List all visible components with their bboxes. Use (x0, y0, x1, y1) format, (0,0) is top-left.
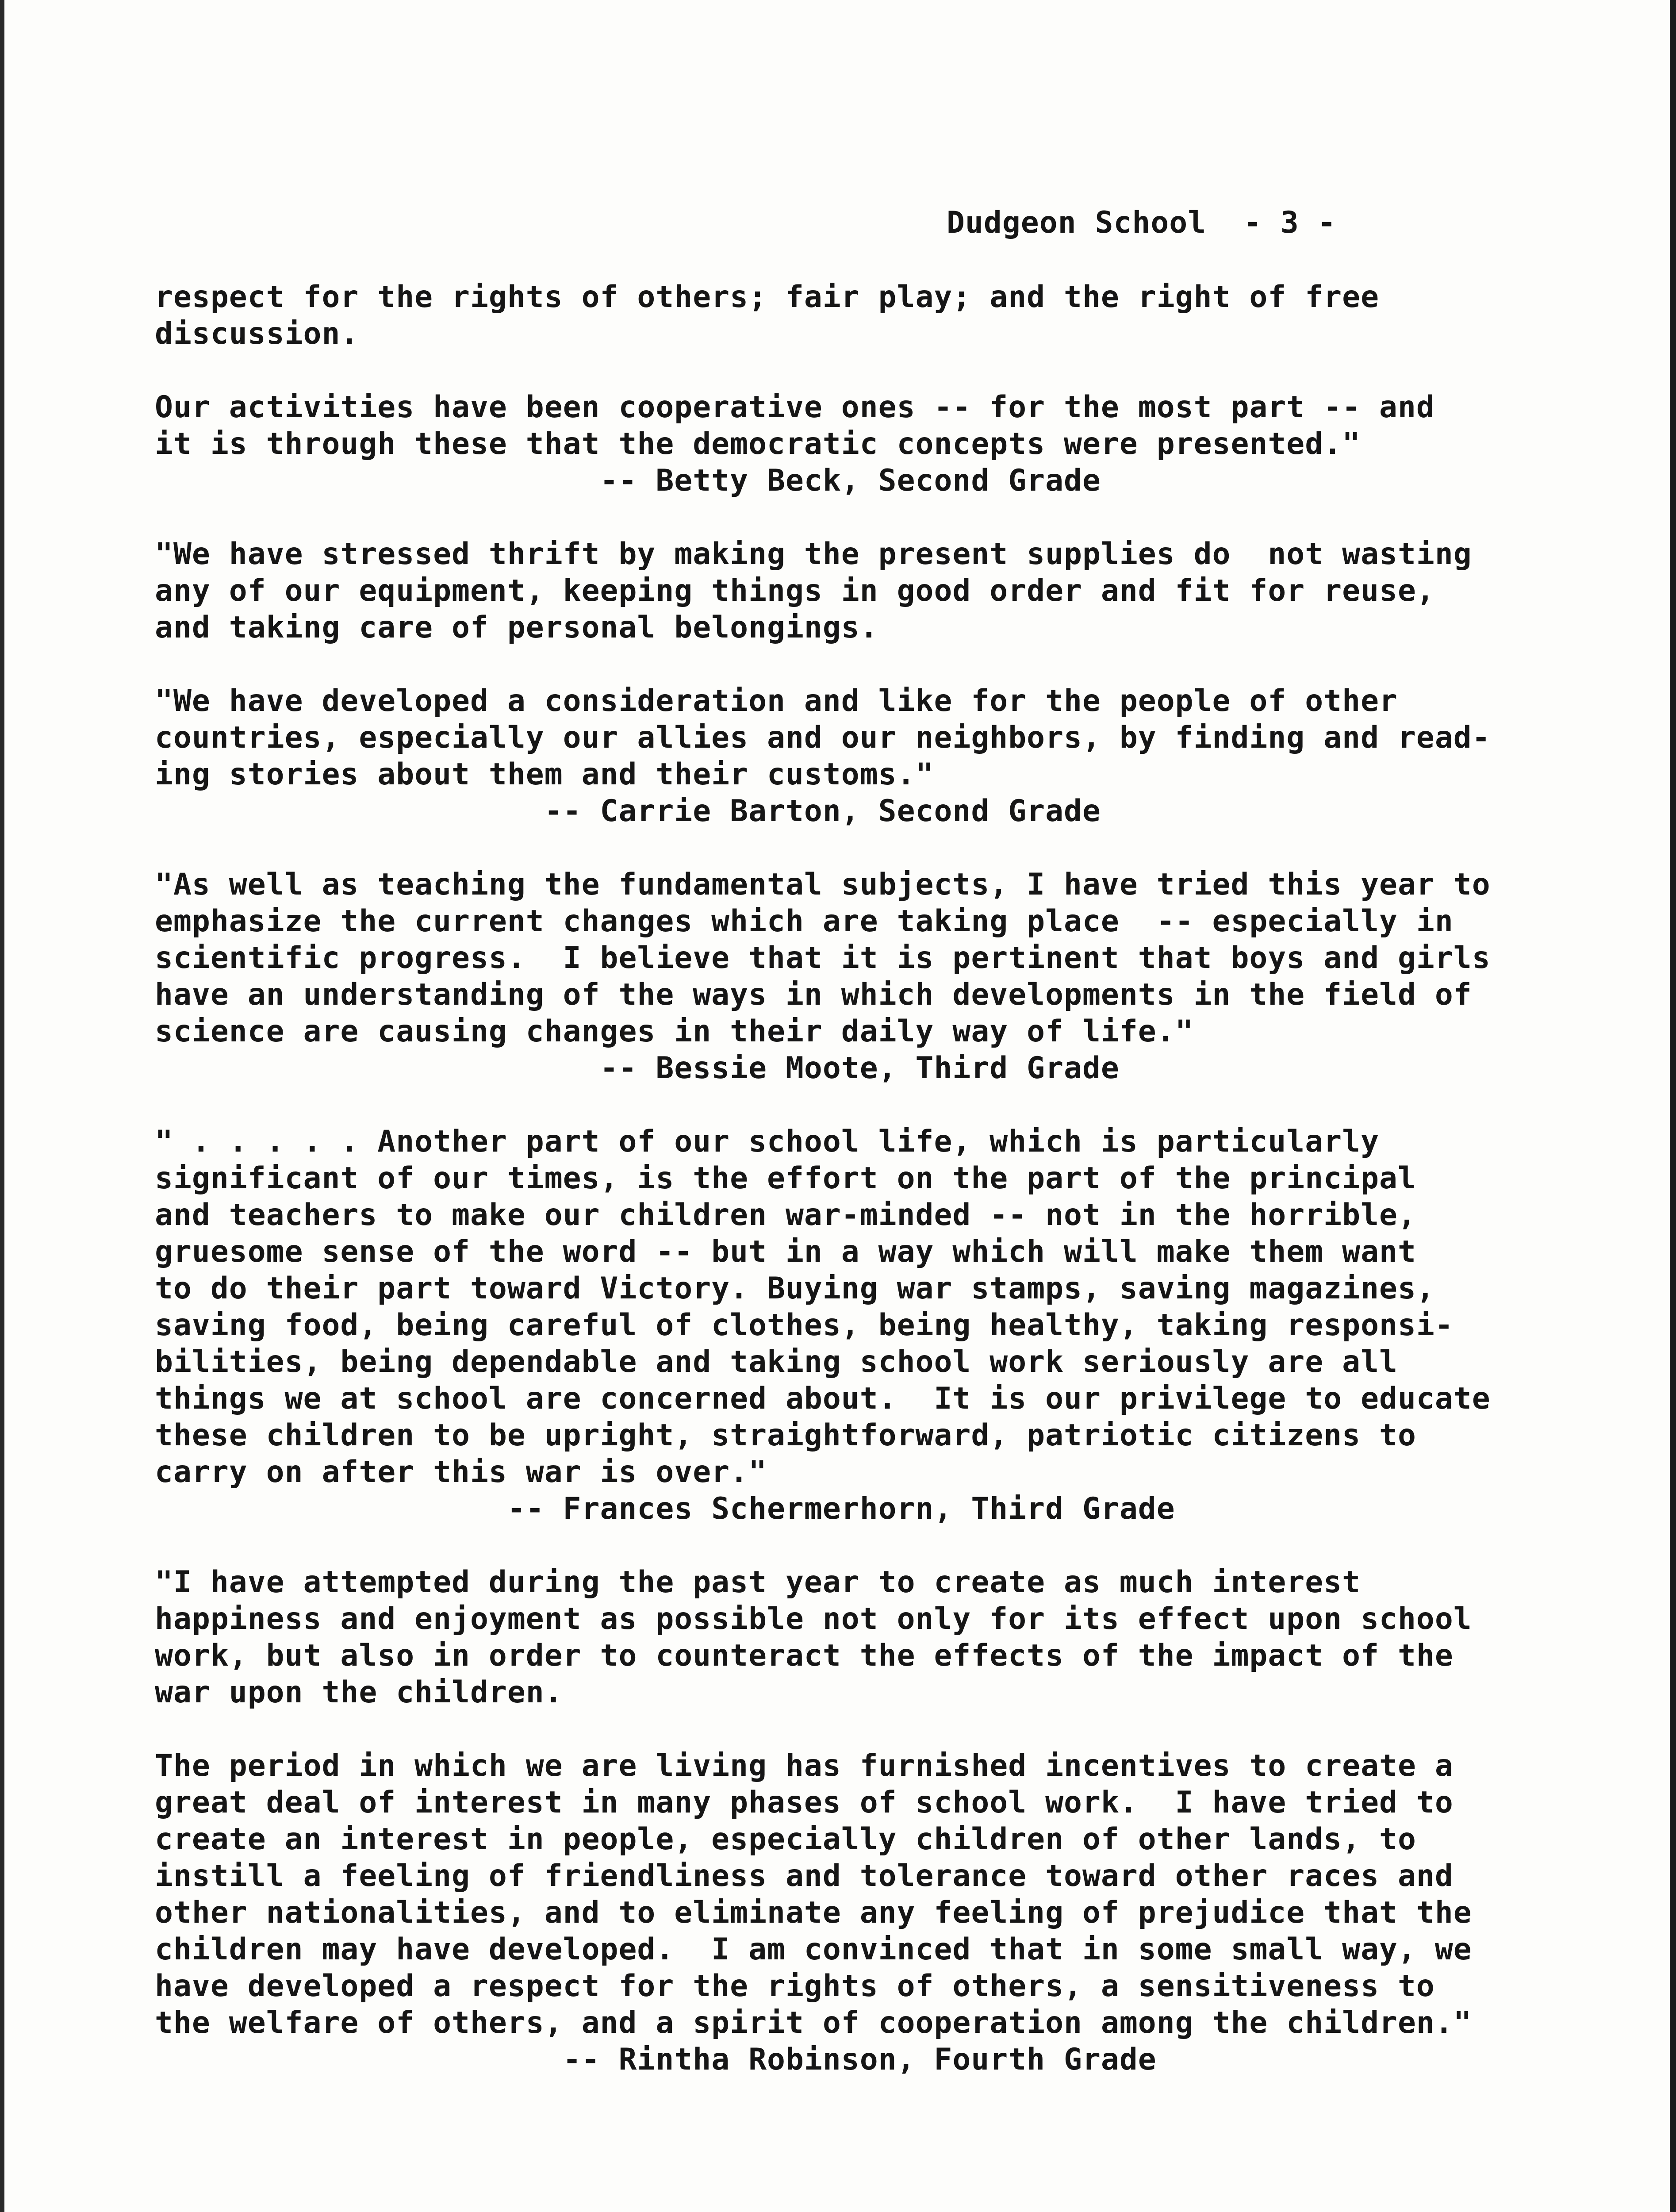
text-line: and teachers to make our children war-minded -- not in the horrible, (155, 1198, 1416, 1233)
text-line: Our activities have been cooperative ones -- for the most part -- and (155, 390, 1435, 425)
text-line: bilities, being dependable and taking school work seriously are all (155, 1344, 1398, 1379)
text-line: it is through these that the democratic concepts were presented." (155, 426, 1361, 461)
signature-line: -- Carrie Barton, Second Grade (544, 794, 1101, 829)
text-line: countries, especially our allies and our neighbors, by finding and read- (155, 720, 1491, 755)
text-line: The period in which we are living has furnished incentives to create a (155, 1748, 1454, 1783)
text-line: have developed a respect for the rights of others, a sensitiveness to (155, 1969, 1435, 2004)
text-line: gruesome sense of the word -- but in a way which will make them want (155, 1234, 1416, 1269)
text-line: work, but also in order to counteract the effects of the impact of the (155, 1638, 1454, 1673)
document-body (155, 279, 1491, 2078)
text-line: children may have developed. I am convinced that in some small way, we (155, 1932, 1472, 1967)
text-line: instill a feeling of friendliness and tolerance toward other races and (155, 1859, 1454, 1893)
text-line: science are causing changes in their daily way of life." (155, 1014, 1194, 1049)
paragraph-p7 (155, 1564, 1472, 1711)
text-line: respect for the rights of others; fair play; and the right of free (155, 280, 1380, 315)
text-line: scientific progress. I believe that it is pertinent that boys and girls (155, 941, 1491, 975)
text-line: great deal of interest in many phases of school work. I have tried to (155, 1785, 1454, 1820)
text-line: emphasize the current changes which are taking place -- especially in (155, 904, 1454, 939)
signature-line: -- Frances Schermerhorn, Third Grade (507, 1491, 1175, 1526)
paragraph-p4 (155, 683, 1491, 830)
text-line: ing stories about them and their customs." (155, 757, 934, 792)
signature-line: -- Bessie Moote, Third Grade (600, 1051, 1120, 1086)
signature-line: -- Rintha Robinson, Fourth Grade (563, 2042, 1157, 2077)
text-line: create an interest in people, especially children of other lands, to (155, 1822, 1416, 1857)
text-line: " . . . . . Another part of our school life, which is particularly (155, 1124, 1380, 1159)
text-line: these children to be upright, straightforward, patriotic citizens to (155, 1418, 1416, 1453)
paragraph-p2 (155, 389, 1460, 499)
text-line: carry on after this war is over." (155, 1455, 767, 1490)
text-line: "We have stressed thrift by making the present supplies do not wasting (155, 537, 1472, 572)
page-header: Dudgeon School - 3 - (947, 205, 1336, 240)
paragraph-p3 (155, 536, 1472, 646)
signature-line: -- Betty Beck, Second Grade (600, 463, 1101, 498)
text-line: "I have attempted during the past year to create as much interest (155, 1565, 1361, 1600)
text-line: any of our equipment, keeping things in good order and fit for reuse, (155, 573, 1435, 608)
text-line: war upon the children. (155, 1675, 563, 1710)
text-line: significant of our times, is the effort on the part of the principal (155, 1161, 1416, 1196)
paragraph-p1 (155, 279, 1460, 352)
text-line: and taking care of personal belongings. (155, 610, 878, 645)
paragraph-p5 (155, 866, 1491, 1087)
text-line: "We have developed a consideration and like for the people of other (155, 684, 1398, 718)
text-line: other nationalities, and to eliminate any feeling of prejudice that the (155, 1895, 1472, 1930)
paragraph-p6 (155, 1123, 1491, 1527)
text-line: have an understanding of the ways in which developments in the field of (155, 977, 1472, 1012)
text-line: discussion. (155, 316, 359, 351)
text-line: saving food, being careful of clothes, being healthy, taking responsi- (155, 1308, 1454, 1343)
text-line: the welfare of others, and a spirit of cooperation among the children." (155, 2005, 1472, 2040)
text-line: "As well as teaching the fundamental subjects, I have tried this year to (155, 867, 1491, 902)
paragraph-p8 (155, 1747, 1472, 2078)
text-line: happiness and enjoyment as possible not only for its effect upon school (155, 1601, 1472, 1636)
text-line: to do their part toward Victory. Buying war stamps, saving magazines, (155, 1271, 1435, 1306)
text-line: things we at school are concerned about. It is our privilege to educate (155, 1381, 1491, 1416)
